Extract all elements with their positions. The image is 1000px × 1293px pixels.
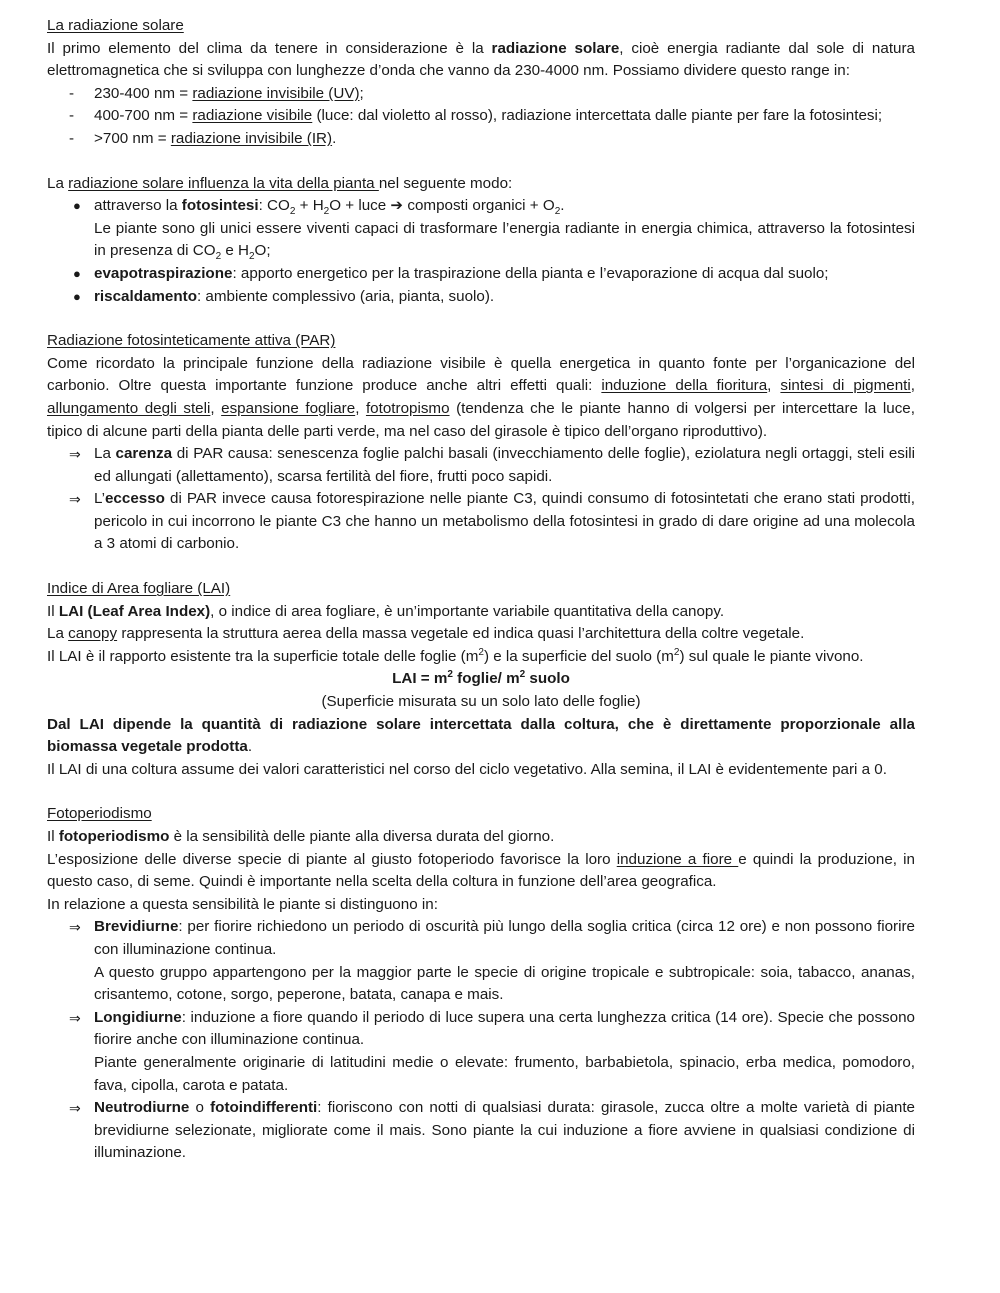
- section-par: [47, 330, 915, 556]
- arrow-icon: ⇒: [69, 491, 81, 508]
- section-heading: Indice di Area fogliare (LAI): [47, 580, 231, 598]
- bullet-icon: ●: [73, 265, 81, 281]
- list-item: ⇒ Longidiurne: induzione a fiore quando il periodo di luce supera una certa lunghezza critica (14 ore). Specie che possono fiorire anche con illuminazione continua. Piante generalmente originarie di latitudini medie o elevate: frumento, barbabietola, spinacio, erba medica, pomodoro, fava, cipolla, carota e patata.: [69, 1008, 915, 1094]
- list-item: ● evapotraspirazione: apporto energetico per la traspirazione della pianta e l’evaporazione di acqua dal suolo;: [47, 263, 915, 286]
- dash-marker: -: [69, 84, 75, 102]
- paragraph: In relazione a questa sensibilità le piante si distinguono in:: [47, 895, 438, 913]
- list-item: ⇒ La carenza di PAR causa: senescenza foglie palchi basali (invecchiamento delle foglie), eziolatura negli ortaggi, steli esili ed allungati (allettamento), scarsa fertilità del fiore, frutti poco sapidi.: [69, 445, 915, 485]
- arrow-icon: ⇒: [69, 446, 81, 463]
- arrow-icon: ⇒: [69, 1100, 81, 1117]
- paragraph: Il LAI (Leaf Area Index), o indice di area fogliare, è un’importante variabile quantitativa della canopy.: [47, 602, 725, 620]
- section-heading: La radiazione solare: [47, 17, 184, 34]
- dash-list: [47, 83, 915, 151]
- list-item: ⇒ L’eccesso di PAR invece causa fotorespirazione nelle piante C3, quindi consumo di fotosintetati che erano stati prodotti, pericolo in cui incorrono le piante C3 che hanno un metabolismo della fotosintesi in grado di dare origine ad una molecola a 3 atomi di carbonio.: [69, 490, 915, 553]
- paragraph: Il fotoperiodismo è la sensibilità delle piante alla diversa durata del giorno.: [47, 828, 555, 845]
- bullet-list: [47, 195, 915, 308]
- paragraph: Il LAI è il rapporto esistente tra la superficie totale delle foglie $(m^2)$ e la superficie del suolo $(m^2)$ sul quale le piante vivono.: [47, 646, 864, 665]
- bullet-icon: ●: [73, 288, 81, 304]
- formula: LAI = $m^2$ foglie/ $m^2$ suolo: [392, 669, 570, 688]
- formula-note: (Superficie misurata su un solo lato delle foglie): [321, 693, 641, 711]
- dash-marker: -: [69, 107, 75, 125]
- paragraph: Dal LAI dipende la quantità di radiazione solare intercettata dalla coltura, che è direttamente proporzionale alla biomassa vegetale prodotta.: [47, 715, 915, 756]
- bullet-icon: ●: [73, 198, 81, 214]
- section-heading: Radiazione fotosinteticamente attiva (PAR): [47, 332, 336, 350]
- arrow-list: [47, 916, 915, 1165]
- arrow-icon: ⇒: [69, 919, 81, 936]
- list-item: ● attraverso la fotosintesi: $CO_2 + H_2O$ + luce ➔ composti organici + $O_2$. Le piante sono gli unici essere viventi capaci di trasformare l’energia radiante in energia chimica, attraverso la fotosintesi in presenza di $CO_2$ e $H_2O$;: [73, 197, 915, 263]
- section-radiazione-solare: [47, 15, 915, 308]
- paragraph: Il LAI di una coltura assume dei valori caratteristici nel corso del ciclo vegetativo. Alla semina, il LAI è evidentemente pari a 0.: [47, 760, 887, 778]
- list-item: ⇒ Neutrodiurne o fotoindifferenti: fioriscono con notti di qualsiasi durata: girasole, zucca oltre a molte varietà di piante brevidiurne selezionate, migliorate come il mais. Sono piante la cui induzione a fiore avviene in qualsiasi condizione di illuminazione.: [69, 1099, 916, 1162]
- paragraph: La canopy rappresenta la struttura aerea della massa vegetale ed indica quasi l’architettura della coltre vegetale.: [47, 625, 805, 643]
- arrow-list: [47, 443, 915, 556]
- arrow-icon: ⇒: [69, 1009, 81, 1026]
- list-item: - 230-400 nm = radiazione invisibile (UV);: [47, 83, 915, 106]
- dash-marker: -: [69, 129, 75, 147]
- paragraph: L’esposizione delle diverse specie di piante al giusto fotoperiodo favorisce la loro induzione a fiore e quindi la produzione, in questo caso, di seme. Quindi è importante nella scelta della coltura in funzione dell’area geografica.: [47, 850, 915, 891]
- section-fotoperiodismo: [47, 803, 915, 1165]
- paragraph: Il primo elemento del clima da tenere in considerazione è la radiazione solare, cioè energia radiante dal sole di natura elettromagnetica che si sviluppa con lunghezze d’onda che vanno da 230-4000 nm. Possiamo dividere questo range in:: [47, 39, 915, 80]
- list-item: ⇒ Brevidiurne: per fiorire richiedono un periodo di oscurità più lungo della soglia critica (circa 12 ore) e non possono fiorire con illuminazione continua. A questo gruppo appartengono per la maggior parte le specie di origine tropicale e subtropicale: soia, tabacco, ananas, crisantemo, cotone, sorgo, peperone, batata, canapa e mais.: [69, 918, 915, 1004]
- paragraph: La radiazione solare influenza la vita della pianta nel seguente modo:: [47, 174, 513, 192]
- section-lai: [47, 578, 915, 781]
- section-heading: Fotoperiodismo: [47, 805, 152, 823]
- list-item: ● riscaldamento: ambiente complessivo (aria, pianta, suolo).: [47, 286, 915, 309]
- list-item: - >700 nm = radiazione invisibile (IR).: [47, 128, 915, 151]
- list-item: - 400-700 nm = radiazione visibile (luce: dal violetto al rosso), radiazione intercettata dalle piante per fare la fotosintesi;: [47, 105, 915, 128]
- paragraph: Come ricordato la principale funzione della radiazione visibile è quella energetica in quanto fonte per l’organicazione del carbonio. Oltre questa importante funzione produce anche altri effetti quali: induzione della fioritura, sintesi di pigmenti, allungamento degli steli, espansione fogliare, fototropismo (tendenza che le piante hanno di volgersi per intercettare la luce, tipico di alcune parti della pianta delle parti verde, ma nel caso del girasole è tipico dell’organo riproduttivo).: [47, 354, 915, 440]
